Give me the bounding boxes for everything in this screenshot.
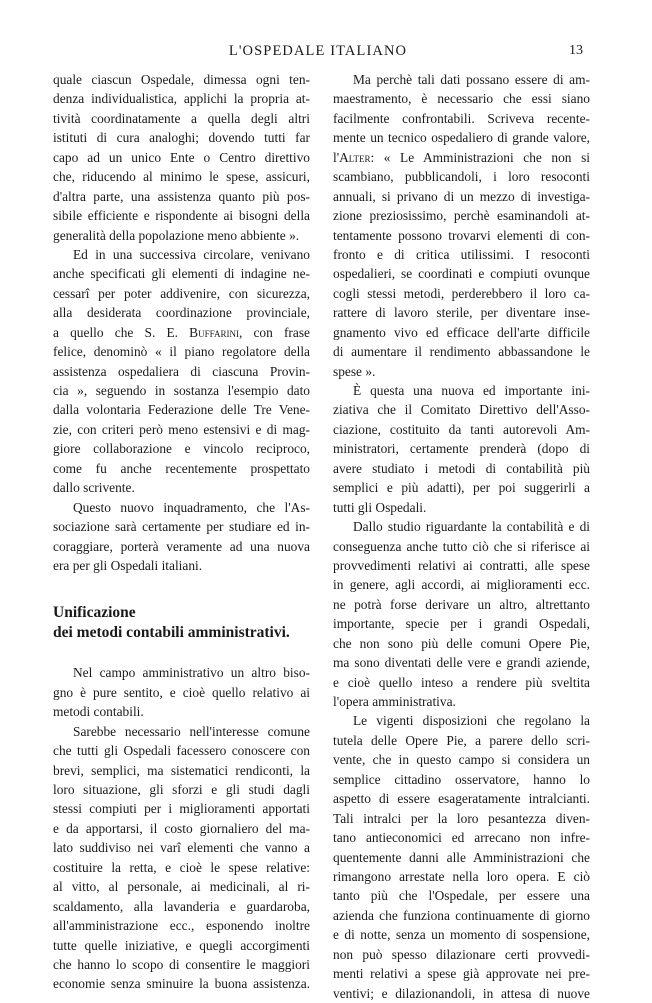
text-line: maestramento, è necessario che essi siano — [333, 91, 590, 107]
text-line: istituti di cura analoghi; dovendo tutti far — [53, 130, 310, 146]
text-line: cogli stessi metodi, perderebbero il loro ca- — [333, 285, 590, 301]
text-line: che, riducendo al minimo le spese, assicuri, — [53, 169, 310, 185]
text-line: zione preziosissimo, perchè esaminandoli at- — [333, 208, 590, 224]
text-line: l'opera amministrativa. — [333, 694, 456, 709]
paragraph-right-4 — [333, 711, 590, 1003]
text-line: ventivi; e dilazionandoli, in attesa di nuove — [333, 985, 590, 1001]
text-line: stessi compiuti per i miglioramenti apportati — [53, 801, 310, 817]
text-line: facilmente confrontabili. Scriveva recente- — [333, 110, 590, 126]
paragraph-right-2 — [333, 381, 590, 517]
text-line: loro situazione, gli sforzi e gli studi dagli — [53, 782, 310, 797]
text-line: capo ad un unico Ente o Centro direttivo — [53, 149, 310, 165]
text-line: quale ciascun Ospedale, dimessa ogni ten- — [53, 72, 310, 87]
text-line: era per gli Ospedali italiani. — [53, 557, 203, 573]
text-line: tanto più che l'Ospedale, per essere una — [333, 888, 590, 904]
text-line: e da apportarsi, il costo giornaliero del ma- — [53, 820, 310, 836]
text-line: tentamente possono trovarvi elementi di con- — [333, 227, 590, 243]
text-line: anche specificati gli elementi di indagine ne- — [53, 266, 310, 282]
text-line: che tutti gli Ospedali facessero conoscere con — [53, 743, 310, 759]
text-line: sibile efficiente e rispondente ai bisogni della — [53, 208, 310, 224]
text-line: annuali, si privano di un mezzo di investiga- — [333, 188, 590, 204]
text-line — [333, 148, 590, 167]
text-line: rimangono arrestate nella loro opera. E ciò — [333, 868, 590, 884]
text-line: costituire la retta, e cioè le spese relative: — [53, 859, 310, 875]
running-title: L'OSPEDALE ITALIANO — [228, 43, 408, 59]
person-name-alter: Alter — [339, 149, 371, 165]
text-line: cia », seguendo in sostanza l'esempio dato — [53, 383, 310, 398]
text-line: al vitto, al personale, ai medicinali, al ri- — [53, 879, 310, 895]
text-line: metodi contabili. — [53, 704, 144, 720]
text-line: dalla volontaria Federazione delle Tre Vene- — [53, 402, 310, 418]
text-line: spese ». — [333, 363, 376, 379]
right-column — [333, 70, 590, 1003]
text-line: Questo nuovo inquadramento, che l'As- — [73, 499, 310, 515]
text-line: coraggiare, porterà veramente ad una nuova — [53, 538, 310, 554]
text-line: che hanno lo scopo di consentire le maggiori — [53, 956, 310, 972]
text-segment: : « Le Amministrazioni che non si — [370, 149, 590, 165]
paragraph-left-5 — [53, 722, 310, 994]
text-line: quentemente danni alle Amministrazioni che — [333, 849, 590, 865]
text-line: importante, specie per i grandi Ospedali, — [333, 616, 590, 632]
text-segment: a quello che S. E. — [53, 324, 190, 340]
text-line: d'altra parte, una assistenza quanto più pos- — [53, 188, 310, 204]
text-line: È questa una nuova ed importante ini- — [353, 383, 590, 398]
text-line: economie senza sminuire la buona assistenza. — [53, 976, 310, 992]
paragraph-left-1 — [53, 70, 310, 245]
text-line: mente un tecnico ospedaliero di grande valore, — [333, 130, 590, 146]
text-line: conseguenza anche tutto ciò che si riferisce ai — [333, 538, 590, 554]
text-line: fronto e di critica utilissimi. I resoconti — [333, 246, 590, 262]
text-line: menti relativi a spese già approvate nei pre- — [333, 966, 590, 982]
text-line: Dallo studio riguardante la contabilità e di — [353, 519, 590, 535]
text-line: azienda che funziona continuamente di giorno — [333, 907, 590, 923]
text-line: ne potrà forse derivare un altro, altrettanto — [333, 596, 590, 612]
text-line: scaldamento, alla lavanderia e guardaroba, — [53, 898, 310, 914]
text-line: cessarî per poter addivenire, con sicurezza, — [53, 285, 310, 301]
text-line: come fu anche recentemente prospettato — [53, 460, 310, 476]
paragraph-left-2 — [53, 245, 310, 498]
text-line: che non sono più delle comuni Opere Pie, — [333, 635, 590, 651]
text-line: vente, che in questo campo si considera un — [333, 752, 590, 768]
text-line: tutti gli Ospedali. — [333, 499, 427, 515]
text-line: in genere, agli accordi, ai miglioramenti ecc. — [333, 577, 590, 593]
paragraph-right-3 — [333, 517, 590, 711]
text-line — [53, 323, 310, 342]
text-line: ma sono diventati delle vere e grandi aziende, — [333, 655, 590, 671]
text-line: lato suddiviso nei varî elementi che vanno a — [53, 840, 310, 856]
text-line: e cioè quello inteso a rendere più sveltita — [333, 674, 590, 690]
text-line: felice, denominò « il piano regolatore della — [53, 344, 310, 360]
text-line: Tali intralci per la loro pesantezza diven- — [333, 810, 590, 826]
text-line: non può spesso dilazionare certi provvedi- — [333, 946, 590, 962]
text-line: dallo scrivente. — [53, 480, 135, 496]
text-line: tano antieconomici ed arrecano non infre- — [333, 830, 590, 846]
text-line: tività coordinatamente a quella degli altri — [53, 110, 310, 126]
text-line: tutte quelle iniziative, e quegli accorgimenti — [53, 937, 310, 953]
text-line: provvedimenti relativi ai contratti, alle spese — [333, 557, 590, 573]
text-line: giore collaborazione e vincolo reciproco, — [53, 441, 310, 457]
text-line: zie, con criteri però meno estensivi e di mag- — [53, 421, 310, 437]
text-line: semplice cittadino osservatore, hanno lo — [333, 771, 590, 787]
text-line: denza individualistica, applichi la propria at- — [53, 91, 310, 107]
text-line: ziativa che il Comitato Direttivo dell'Asso- — [333, 402, 590, 418]
text-line: Ed in una successiva circolare, venivano — [73, 246, 310, 262]
text-line: e di notte, senza un momento di sospensione, — [333, 927, 590, 943]
running-header — [53, 41, 583, 61]
text-line: alla desiderata coordinazione provinciale, — [53, 305, 310, 321]
text-line: Nel campo amministrativo un altro biso- — [73, 665, 310, 681]
text-line: sociazione sarà certamente per studiare ed in- — [53, 519, 310, 535]
text-line: all'amministrazione ecc., esponendo inoltre — [53, 918, 310, 934]
text-line: Le vigenti disposizioni che regolano la — [353, 713, 590, 729]
paragraph-left-4 — [53, 663, 310, 721]
paragraph-left-3 — [53, 498, 310, 576]
section-heading-line: dei metodi contabili amministrativi. — [53, 624, 290, 642]
person-name-buffarini: Buffarini — [189, 324, 239, 340]
text-line: rattere di lavoro sterile, per diventare inse- — [333, 305, 590, 321]
left-column — [53, 70, 310, 994]
text-line: ospedalieri, se coordinati e compiuti ovunque — [333, 266, 590, 282]
text-line: gnamento vivo ed efficace dell'arte difficile — [333, 324, 590, 340]
text-line: semplici e più adatti), per poi suggerirli a — [333, 480, 590, 496]
text-line: gno è pure sentito, e cioè quello relativo ai — [53, 684, 310, 700]
text-line: Sarebbe necessario nell'interesse comune — [73, 723, 310, 739]
text-line: Ma perchè tali dati possano essere di am- — [353, 72, 590, 87]
section-heading-line: Unificazione — [53, 604, 136, 622]
paragraph-right-1 — [333, 70, 590, 381]
text-line: ciazione, costituito da tanti autorevoli Am- — [333, 421, 590, 437]
text-line: aspetto di essere esageratamente intralcianti. — [333, 791, 590, 807]
text-segment: , con frase — [238, 324, 310, 340]
text-line: tutela delle Opere Pie, a parere dello scri- — [333, 732, 590, 748]
section-heading — [53, 603, 310, 643]
text-line: scambiano, pubblicandoli, i loro resoconti — [333, 169, 590, 185]
text-line: assistenza ospedaliera di ciascuna Provin- — [53, 363, 310, 379]
text-line: di aumentare il rendimento abbassandone le — [333, 344, 590, 360]
text-line: generalità della popolazione meno abbiente ». — [53, 227, 300, 243]
page-number: 13 — [569, 43, 583, 58]
text-line: brevi, semplici, ma sistematici rendiconti, la — [53, 762, 310, 778]
text-line: ministratori, certamente prenderà (dopo di — [333, 441, 590, 457]
text-segment: l' — [333, 149, 340, 165]
text-line: avere studiato i metodi di contabilità più — [333, 460, 590, 476]
